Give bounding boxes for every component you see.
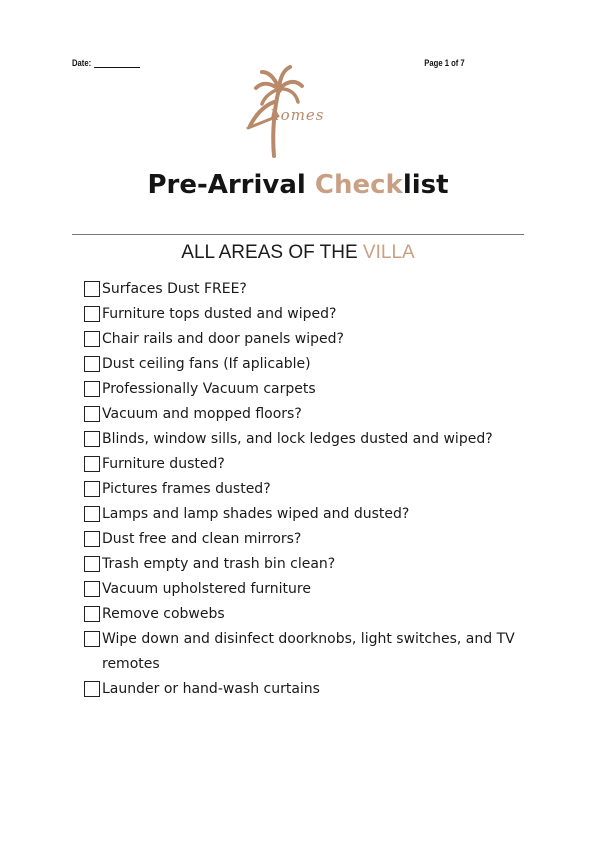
checkbox[interactable] — [84, 556, 100, 572]
checklist-item — [84, 527, 524, 552]
checklist-item-label: Blinds, window sills, and lock ledges dusted and wiped? — [102, 431, 493, 447]
page-number: Page 1 of 7 — [424, 58, 465, 68]
checklist-item-label: Launder or hand-wash curtains — [102, 681, 320, 697]
checklist-item-label: Chair rails and door panels wiped? — [102, 331, 344, 347]
title-part1: Pre-Arrival — [147, 170, 315, 200]
checklist-item — [84, 377, 524, 402]
date-field[interactable] — [72, 58, 140, 68]
checklist — [84, 277, 524, 702]
checklist-item — [84, 327, 524, 352]
divider — [72, 234, 524, 235]
date-blank-line[interactable] — [94, 59, 140, 68]
checklist-item — [84, 302, 524, 327]
checklist-item-label: Furniture tops dusted and wiped? — [102, 306, 337, 322]
checkbox[interactable] — [84, 456, 100, 472]
title-part2: list — [402, 170, 449, 200]
checklist-item-label: Dust free and clean mirrors? — [102, 531, 302, 547]
checklist-item-label: Wipe down and disinfect doorknobs, light switches, and TV remotes — [102, 631, 515, 672]
checkbox[interactable] — [84, 306, 100, 322]
checkbox[interactable] — [84, 581, 100, 597]
checkbox[interactable] — [84, 631, 100, 647]
checklist-item-label: Pictures frames dusted? — [102, 481, 271, 497]
checklist-item — [84, 352, 524, 377]
date-label: Date: — [72, 58, 92, 68]
section-heading-text: ALL AREAS OF THE — [181, 242, 363, 263]
checkbox[interactable] — [84, 331, 100, 347]
checklist-item — [84, 402, 524, 427]
checklist-item-label: Surfaces Dust FREE? — [102, 281, 247, 297]
section-heading-accent: VILLA — [362, 242, 415, 263]
checkbox[interactable] — [84, 356, 100, 372]
checklist-item — [84, 552, 524, 577]
checklist-item-label: Vacuum and mopped floors? — [102, 406, 302, 422]
checkbox[interactable] — [84, 281, 100, 297]
checklist-item — [84, 602, 524, 627]
checklist-item-label: Remove cobwebs — [102, 606, 225, 622]
checkbox[interactable] — [84, 531, 100, 547]
checklist-item-label: Dust ceiling fans (If aplicable) — [102, 356, 311, 372]
checklist-item — [84, 577, 524, 602]
checklist-item — [84, 427, 524, 452]
checkbox[interactable] — [84, 431, 100, 447]
checkbox[interactable] — [84, 406, 100, 422]
checkbox[interactable] — [84, 381, 100, 397]
logo-text: homes — [270, 106, 325, 124]
checklist-item — [84, 477, 524, 502]
checklist-item-label: Lamps and lamp shades wiped and dusted? — [102, 506, 410, 522]
checkbox[interactable] — [84, 681, 100, 697]
checklist-item — [84, 627, 524, 677]
checklist-item-label: Vacuum upholstered furniture — [102, 581, 311, 597]
checklist-item-label: Professionally Vacuum carpets — [102, 381, 316, 397]
checkbox[interactable] — [84, 606, 100, 622]
checklist-item — [84, 502, 524, 527]
checklist-item — [84, 677, 524, 702]
section-heading — [0, 242, 596, 264]
checkbox[interactable] — [84, 506, 100, 522]
checklist-item-label: Trash empty and trash bin clean? — [102, 556, 336, 572]
checkbox[interactable] — [84, 481, 100, 497]
title-accent: Check — [314, 170, 403, 200]
checklist-item — [84, 277, 524, 302]
checklist-item — [84, 452, 524, 477]
checklist-item-label: Furniture dusted? — [102, 456, 225, 472]
page-title — [0, 170, 596, 200]
